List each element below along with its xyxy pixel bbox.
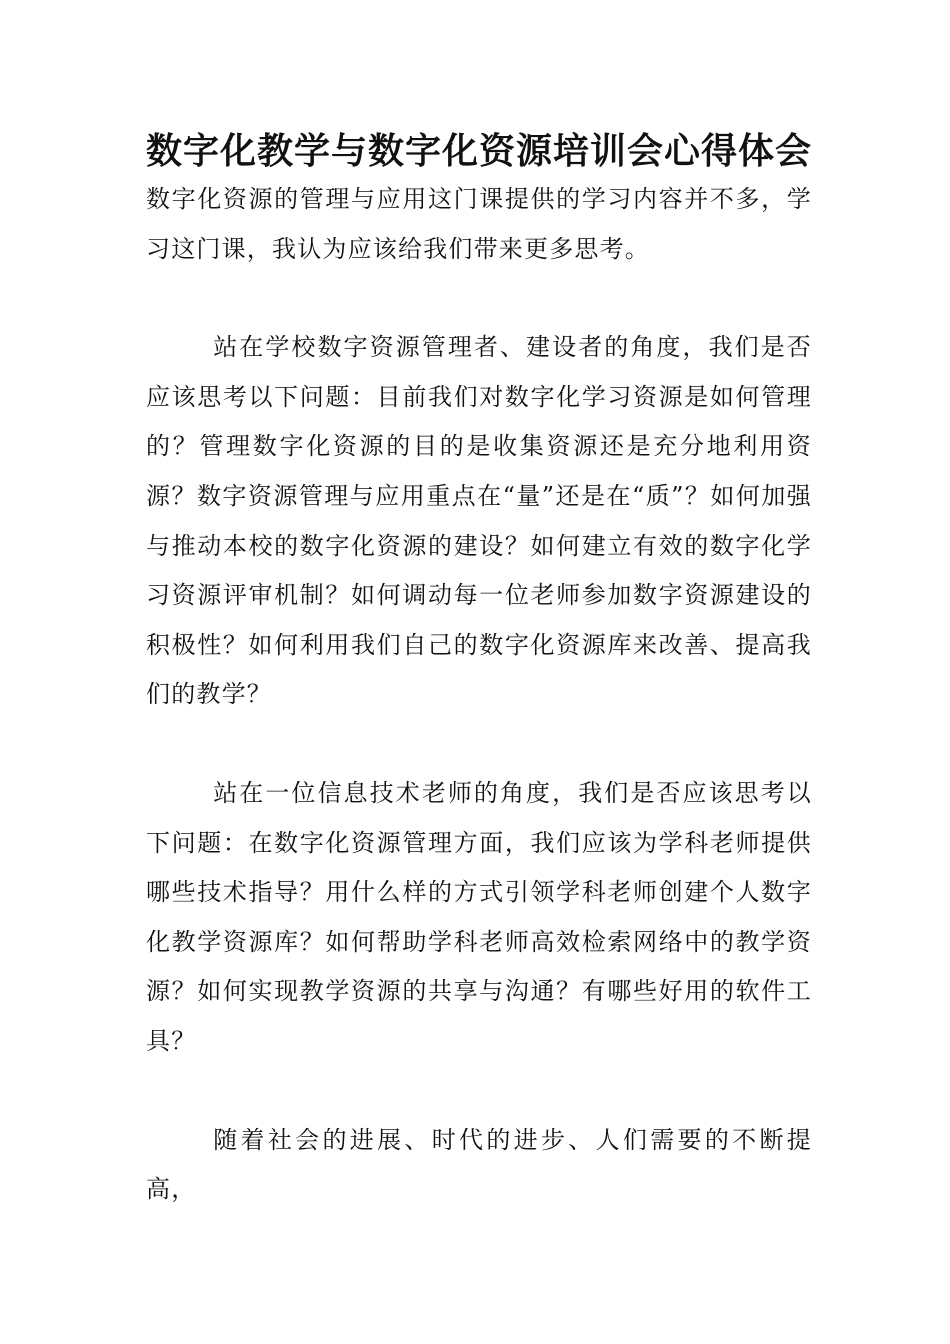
- paragraph-school-manager: 站在学校数字资源管理者、建设者的角度，我们是否应该思考以下问题：目前我们对数字化学习资源是如何管理的？管理数字化资源的目的是收集资源还是充分地利用资源？数字资源管理与应用重点在“量”还是在“质”？如何加强与推动本校的数字化资源的建设？如何建立有效的数字化学习资源评审机制？如何调动每一位老师参加数字资源建设的积极性？如何利用我们自己的数字化资源库来改善、提高我们的教学？: [146, 333, 812, 709]
- paragraph-society: 随着社会的进展、时代的进步、人们需要的不断提高，: [146, 1125, 812, 1204]
- paragraph-intro: 数字化资源的管理与应用这门课提供的学习内容并不多，学习这门课，我认为应该给我们带来更多思考。: [146, 185, 812, 263]
- document-title: 数字化教学与数字化资源培训会心得体会: [146, 131, 813, 172]
- paragraph-it-teacher: 站在一位信息技术老师的角度，我们是否应该思考以下问题：在数字化资源管理方面，我们应该为学科老师提供哪些技术指导？用什么样的方式引领学科老师创建个人数字化教学资源库？如何帮助学科老师高效检索网络中的教学资源？如何实现教学资源的共享与沟通？有哪些好用的软件工具？: [146, 778, 812, 1055]
- document-page: [146, 128, 812, 1215]
